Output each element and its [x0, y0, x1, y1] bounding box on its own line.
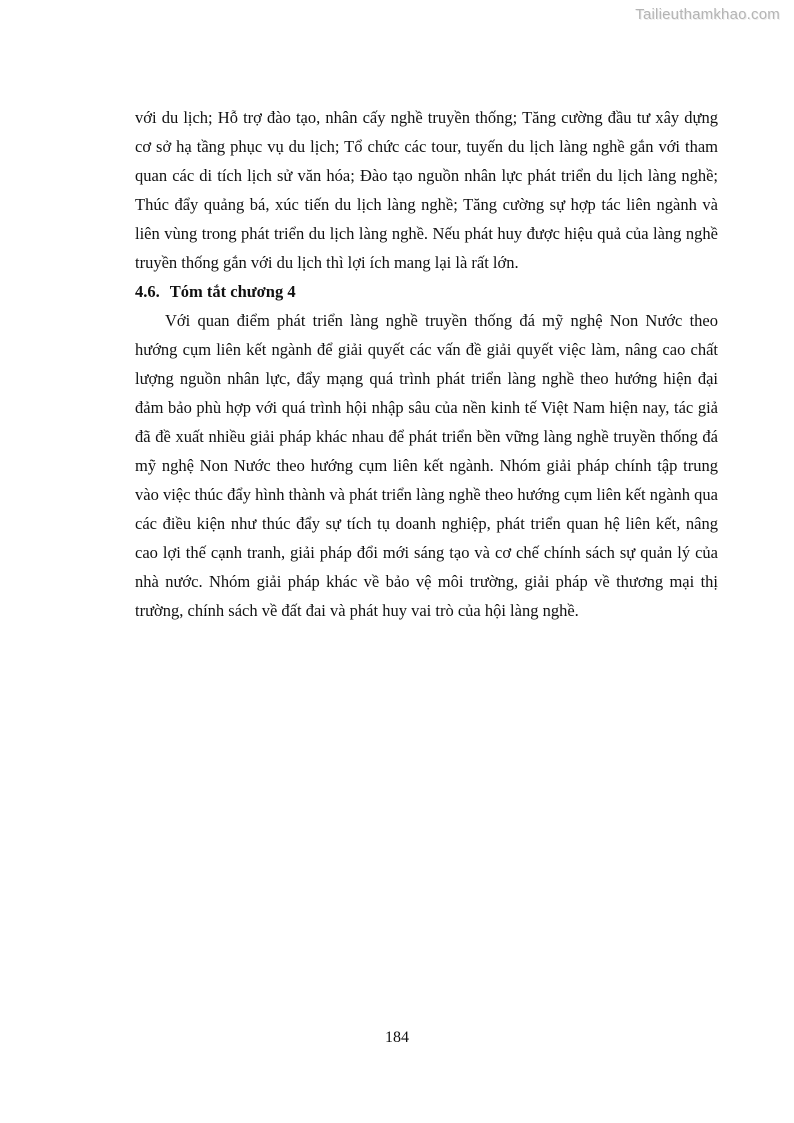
page-number: 184	[385, 1029, 409, 1046]
section-heading-4-6	[135, 277, 718, 306]
section-heading-number: 4.6.	[135, 282, 160, 301]
section-heading-title: Tóm tắt chương 4	[169, 282, 296, 301]
paragraph-tourism-solutions: với du lịch; Hỗ trợ đào tạo, nhân cấy nghề truyền thống; Tăng cường đầu tư xây dựng cơ sở hạ tầng phục vụ du lịch; Tổ chức các tour, tuyến du lịch làng nghề gắn với tham quan các di tích lịch sử văn hóa; Đào tạo nguồn nhân lực phát triển du lịch làng nghề; Thúc đẩy quảng bá, xúc tiến du lịch làng nghề; Tăng cường sự hợp tác liên ngành và liên vùng trong phát triển du lịch làng nghề. Nếu phát huy được hiệu quả của làng nghề truyền thống gắn với du lịch thì lợi ích mang lại là rất lớn.	[135, 108, 718, 272]
site-watermark: Tailieuthamkhao.com	[635, 6, 780, 23]
page-body-text	[135, 103, 718, 625]
paragraph-chapter-summary: Với quan điểm phát triển làng nghề truyền thống đá mỹ nghệ Non Nước theo hướng cụm liên kết ngành để giải quyết các vấn đề giải quyết việc làm, nâng cao chất lượng nguồn nhân lực, đẩy mạng quá trình phát triển làng nghề theo hướng hiện đại đảm bảo phù hợp với quá trình hội nhập sâu của nền kinh tế Việt Nam hiện nay, tác giả đã đề xuất nhiều giải pháp khác nhau để phát triển bền vững làng nghề truyền thống đá mỹ nghệ Non Nước theo hướng cụm liên kết ngành. Nhóm giải pháp chính tập trung vào việc thúc đẩy hình thành và phát triển làng nghề theo hướng cụm liên kết ngành qua các điều kiện như thúc đẩy sự tích tụ doanh nghiệp, phát triển quan hệ liên kết, nâng cao lợi thế cạnh tranh, giải pháp đổi mới sáng tạo và cơ chế chính sách sự quản lý của nhà nước. Nhóm giải pháp khác về bảo vệ môi trường, giải pháp về thương mại thị trường, chính sách về đất đai và phát huy vai trò của hội làng nghề.	[135, 311, 718, 620]
